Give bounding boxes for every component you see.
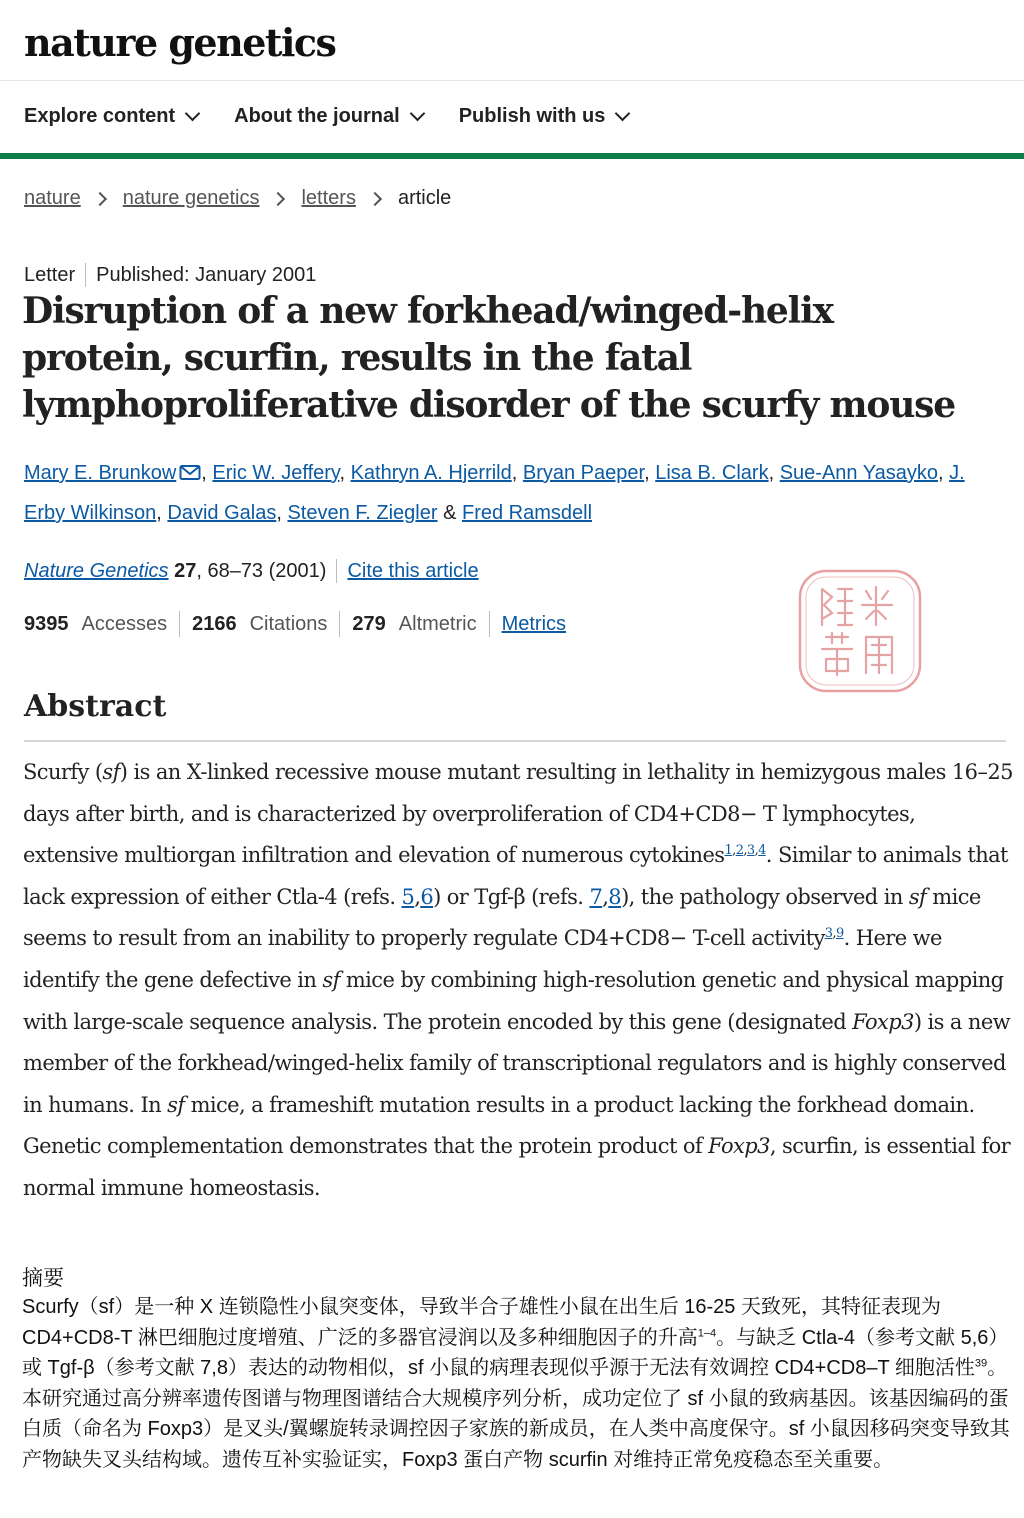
- author-link[interactable]: Mary E. Brunkow: [24, 462, 177, 484]
- breadcrumb-nature[interactable]: nature: [24, 187, 81, 209]
- abstract-text: . Here we identify the gene defective in: [23, 926, 942, 992]
- main-nav: [24, 105, 628, 128]
- translation-text: 。与缺乏 Ctla-4（参考文献 5,6）或 Tgf-β（参考文献 7,8）表达的动物相似，sf 小鼠的病理表现似乎源于无法有效调控 CD4+CD8–T 细胞活性: [22, 1326, 1009, 1379]
- abstract-text: ) is an X-linked recessive mouse mutant resulting in lethality in hemizygous males 16–25 days after birth, and is characterized by overproliferation of CD4+CD8− T lymphocytes, extensive multiorgan infiltration and elevation of numerous cytokines: [23, 760, 1013, 868]
- author-link[interactable]: David Galas: [167, 502, 277, 524]
- nav-about-the-journal[interactable]: [234, 105, 423, 128]
- abstract-divider: [24, 740, 1006, 742]
- abstract-italic-sf: sf: [908, 884, 927, 909]
- abstract-text: . Similar to animals that lack expression of either Ctla-4 (refs.: [23, 843, 1008, 909]
- abstract-text: , scurfin, is essential for normal immune homeostasis.: [23, 1134, 1011, 1200]
- divider: [339, 611, 340, 637]
- reference-link[interactable]: 2: [735, 843, 744, 859]
- volume: 27: [174, 559, 197, 582]
- chevron-down-icon: [615, 106, 631, 122]
- accesses-label: Accesses: [81, 612, 168, 635]
- breadcrumb-letters[interactable]: letters: [301, 187, 356, 209]
- chevron-right-icon: [93, 191, 107, 205]
- chevron-down-icon: [185, 106, 201, 122]
- breadcrumb-current: article: [397, 187, 452, 209]
- cite-article-link[interactable]: Cite this article: [347, 559, 479, 582]
- chevron-right-icon: [271, 191, 285, 205]
- abstract-italic-sf: sf: [322, 967, 340, 992]
- article-title: Disruption of a new forkhead/winged-helix protein, scurfin, results in the fatal lymphoproliferative disorder of the scurfy mouse: [22, 290, 955, 426]
- metrics-link[interactable]: Metrics: [501, 612, 567, 635]
- seal-stamp-icon: [796, 567, 924, 695]
- reference-superscript: 1,2,3,4: [724, 843, 766, 859]
- reference-link[interactable]: 8: [608, 884, 622, 909]
- reference-link[interactable]: 4: [758, 843, 766, 859]
- reference-link[interactable]: 5: [401, 884, 415, 909]
- header-divider: [0, 80, 1024, 81]
- header-accent-rule: [0, 153, 1024, 159]
- article-meta: [24, 263, 316, 287]
- metrics-line: [24, 611, 566, 637]
- author-link[interactable]: Eric W. Jeffery: [212, 462, 340, 484]
- reference-link[interactable]: 1: [724, 843, 733, 859]
- citations-label: Citations: [249, 612, 328, 635]
- divider: [179, 611, 180, 637]
- abstract-text: Scurfy (: [23, 760, 103, 784]
- reference-link[interactable]: 3: [824, 926, 833, 942]
- mail-icon[interactable]: [179, 464, 201, 482]
- altmetric-label: Altmetric: [398, 612, 477, 635]
- author-list: Mary E. Brunkow , Eric W. Jeffery, Kathryn A. Hjerrild, Bryan Paeper, Lisa B. Clark, Sue-Ann Yasayko, J. Erby Wilkinson, David Galas, Steven F. Ziegler & Fred Ramsdell: [24, 462, 965, 524]
- translation-superscript: 1–4: [697, 1326, 717, 1339]
- abstract-italic-sf: sf: [102, 760, 120, 784]
- reference-link[interactable]: 7: [589, 884, 603, 909]
- article-type: Letter: [24, 263, 76, 286]
- author-link[interactable]: Bryan Paeper: [522, 462, 645, 484]
- abstract-italic-sf: sf: [167, 1092, 185, 1117]
- author-link[interactable]: Steven F. Ziegler: [287, 502, 438, 524]
- divider: [336, 559, 337, 583]
- author-link[interactable]: Kathryn A. Hjerrild: [350, 462, 512, 484]
- abstract-text: ) is a new member of the forkhead/winged-helix family of transcriptional regulators and is highly conserved in humans. In: [23, 1009, 1011, 1117]
- citation-line: [24, 559, 479, 583]
- translation-superscript: 39: [974, 1357, 988, 1370]
- translation-body: [22, 1292, 1022, 1475]
- published-date: Published: January 2001: [96, 263, 317, 286]
- reference-superscript: 3,9: [824, 926, 844, 942]
- divider: [489, 611, 490, 637]
- reference-link[interactable]: 3: [746, 843, 755, 859]
- author-link[interactable]: Sue-Ann Yasayko: [779, 462, 938, 484]
- nav-publish-with-us[interactable]: [459, 105, 629, 128]
- breadcrumb-nature-genetics[interactable]: nature genetics: [122, 187, 260, 209]
- divider: [85, 263, 86, 287]
- author-link[interactable]: Fred Ramsdell: [462, 502, 593, 524]
- pages-year: , 68–73 (2001): [196, 559, 327, 582]
- abstract-body: Scurfy (sf) is an X-linked recessive mouse mutant resulting in lethality in hemizygous males 16–25 days after birth, and is characterized by overproliferation of CD4+CD8− T lymphocytes, extensive multiorgan infiltration and elevation of numerous cytokines$^{1,2,3,4}$. Similar to animals that lack expression of either Ctla-4 (refs. 5,6) or Tgf-β (refs. 7,8), the pathology observed in sf mice seems to result from an inability to properly regulate CD4+CD8− T-cell activity$^{3,9}$. Here we identify the gene defective in sf mice by combining high-resolution genetic and physical mapping with large-scale sequence analysis. The protein encoded by this gene (designated Foxp3) is a new member of the forkhead/winged-helix family of transcriptional regulators and is highly conserved in humans. In sf mice, a frameshift mutation results in a product lacking the forkhead domain. Genetic complementation demonstrates that the protein product of Foxp3, scurfin, is essential for normal immune homeostasis.: [23, 760, 1013, 1200]
- abstract-text: mice, a frameshift mutation results in a product lacking the forkhead domain. Genetic complementation demonstrates that the protein product of: [23, 1092, 975, 1159]
- nav-explore-content-label: Explore content: [24, 105, 176, 127]
- nav-explore-content[interactable]: [24, 105, 198, 128]
- translation-heading: 摘要: [22, 1267, 64, 1290]
- abstract-text: ) or Tgf-β (refs.: [433, 884, 590, 909]
- reference-link[interactable]: 9: [835, 926, 844, 942]
- accesses-count: 9395: [24, 612, 69, 635]
- nav-publish-with-us-label: Publish with us: [458, 105, 606, 127]
- nav-about-the-journal-label: About the journal: [234, 105, 400, 127]
- abstract-text: ), the pathology observed in: [621, 884, 909, 909]
- translation-text: 。本研究通过高分辨率遗传图谱与物理图谱结合大规模序列分析，成功定位了 sf 小鼠的致病基因。该基因编码的蛋白质（命名为 Foxp3）是叉头/翼螺旋转录调控因子家族的新成员，在人类中高度保守。sf 小鼠因移码突变导致其产物缺失叉头结构域。遗传互补实验证实，Foxp3 蛋白产物 scurfin 对维持正常免疫稳态至关重要。: [22, 1357, 1010, 1471]
- abstract-italic-gene: Foxp3: [708, 1134, 770, 1159]
- abstract-text: mice by combining high-resolution genetic and physical mapping with large-scale sequence analysis. The protein encoded by this gene (designated: [23, 967, 1004, 1034]
- chevron-down-icon: [409, 106, 425, 122]
- journal-logo[interactable]: nature genetics: [24, 20, 336, 65]
- chevron-right-icon: [368, 191, 382, 205]
- journal-link[interactable]: Nature Genetics: [24, 559, 169, 582]
- abstract-italic-gene: Foxp3: [852, 1009, 914, 1034]
- author-ampersand: &: [443, 502, 457, 524]
- author-link[interactable]: Lisa B. Clark: [655, 462, 769, 484]
- abstract-text: mice seems to result from an inability to properly regulate CD4+CD8− T-cell activity: [23, 884, 981, 951]
- reference-link[interactable]: 6: [420, 884, 434, 909]
- translation-text: Scurfy（sf）是一种 X 连锁隐性小鼠突变体，导致半合子雄性小鼠在出生后 16-25 天致死，其特征表现为 CD4+CD8-T 淋巴细胞过度增殖、广泛的多器官浸润以及多种细胞因子的升高: [22, 1296, 941, 1349]
- abstract-heading: Abstract: [24, 689, 167, 724]
- citations-count: 2166: [192, 612, 237, 635]
- breadcrumb: [24, 187, 451, 210]
- author-link[interactable]: J. Erby Wilkinson: [24, 462, 965, 524]
- altmetric-count: 279: [352, 612, 386, 635]
